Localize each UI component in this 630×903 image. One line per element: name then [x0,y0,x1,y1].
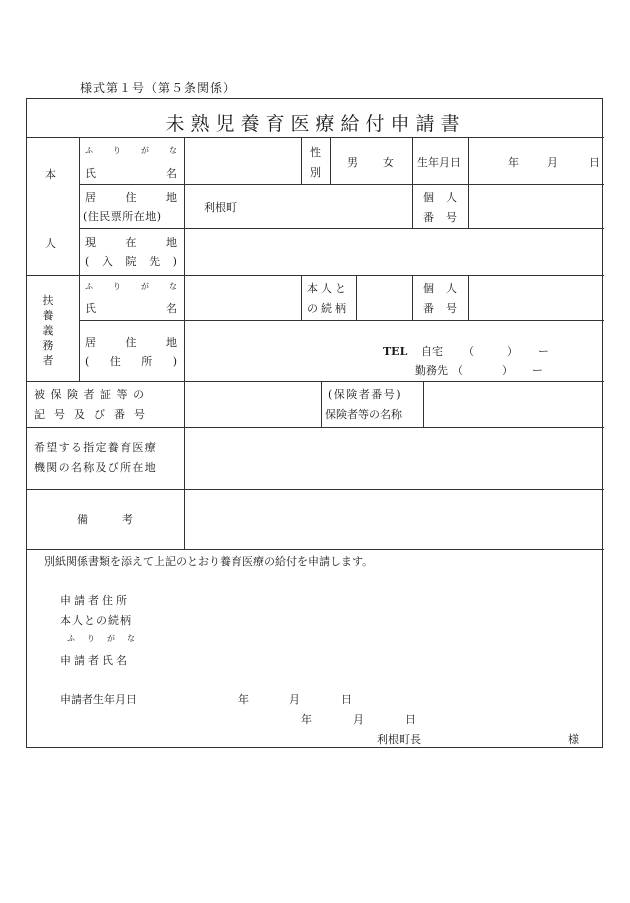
declaration-birth-month: 月 [289,693,300,706]
rule-birth-right [468,137,469,228]
rule-section-divider [79,137,80,381]
applicant-name-label: 氏 名 [85,167,177,180]
guardian-address-sub: ( 住 所 ) [85,355,177,368]
current-location-sub: ( 入 院 先 ) [85,255,177,268]
relation-label-2: の続柄 [307,302,349,315]
declaration-applicant-furigana: ふ り が な [67,634,135,643]
guardian-mynumber-label-1: 個 人 [423,282,457,295]
birth-month: 月 [547,156,558,169]
tel-home-paren-close: ） [507,345,518,358]
rule-under-title [27,137,604,138]
insurance-label-2: 記号及び番号 [34,408,154,421]
declaration-applicant-name: 申請者氏名 [60,654,130,667]
rule-gender-right [330,137,331,184]
applicant-address-sub: (住民票所在地) [83,210,162,223]
guardian-name-label: 氏 名 [85,302,177,315]
gender-label-2: 別 [310,166,321,179]
rule-insurer-left [321,381,322,427]
tel-label: TEL [383,345,408,358]
rule-insurance-end [27,427,604,428]
rule-label-divider [184,137,185,549]
application-date-month: 月 [353,713,364,726]
rule-guardian-num-left [412,275,413,320]
rule-gender-left [301,137,302,184]
rule-applicant-end [27,275,604,276]
mayor-label: 利根町長 [377,733,421,746]
application-form [26,98,603,748]
rule-birth-left [412,137,413,228]
insurer-name-label: 保険者等の名称 [325,408,402,421]
rule-guardian-name [79,320,604,321]
tel-work-label: 勤務先 [415,364,448,377]
application-date-year: 年 [301,713,312,726]
application-date-day: 日 [405,713,416,726]
rule-hospital-end [27,489,604,490]
rule-applicant-address [79,228,604,229]
applicant-section-label-top: 本 [45,168,56,181]
gender-label-1: 性 [310,146,321,159]
applicant-address-label: 居 住 地 [85,191,177,204]
declaration-birth-year: 年 [238,693,249,706]
applicant-address-value[interactable]: 利根町 [204,201,237,214]
remarks-label: 備 考 [77,513,133,526]
rule-remarks-end [27,549,604,550]
declaration-birth-day: 日 [341,693,352,706]
rule-applicant-name [79,184,604,185]
declaration-applicant-relation: 本人との続柄 [60,614,132,627]
tel-home-paren-open: （ [463,345,474,358]
hospital-label-2: 機関の名称及び所在地 [34,461,157,474]
insurance-label-1: 被保険者証等の [34,388,150,401]
mynumber-label-1: 個 人 [423,191,457,204]
birth-year: 年 [508,156,519,169]
form-title: 未熟児養育医療給付申請書 [165,113,466,135]
guardian-furigana: ふ り が な [85,282,177,291]
declaration-applicant-address: 申請者住所 [60,594,130,607]
hospital-label-1: 希望する指定養育医療 [34,441,157,454]
birth-date-label: 生年月日 [417,156,461,169]
rule-insurer-right [423,381,424,427]
rule-relation-right [356,275,357,320]
insurer-number-label: (保険者番号) [328,388,403,401]
tel-work-dash: ー [532,364,543,377]
rule-guardian-end [27,381,604,382]
declaration-applicant-birth: 申請者生年月日 [60,693,137,706]
guardian-mynumber-label-2: 番 号 [423,302,457,315]
rule-guardian-num-right [468,275,469,320]
tel-home-label: 自宅 [421,345,443,358]
guardian-section-label: 扶養義務者 [42,294,54,367]
rule-relation-left [301,275,302,320]
form-number: 様式第１号（第５条関係） [80,81,237,95]
applicant-furigana: ふ り が な [85,146,177,155]
tel-work-paren-open: （ [452,364,463,377]
gender-male[interactable]: 男 [347,156,358,169]
guardian-address-label: 居 住 地 [85,336,177,349]
gender-female[interactable]: 女 [383,156,394,169]
relation-label-1: 本人と [307,282,349,295]
honorific: 様 [568,733,579,746]
tel-home-dash: ー [538,345,549,358]
current-location-label: 現 在 地 [85,236,177,249]
applicant-section-label-bottom: 人 [45,237,56,250]
tel-work-paren-close: ） [502,364,513,377]
birth-day: 日 [589,156,600,169]
mynumber-label-2: 番 号 [423,211,457,224]
declaration-statement: 別紙関係書類を添えて上記のとおり養育医療の給付を申請します。 [44,555,374,568]
